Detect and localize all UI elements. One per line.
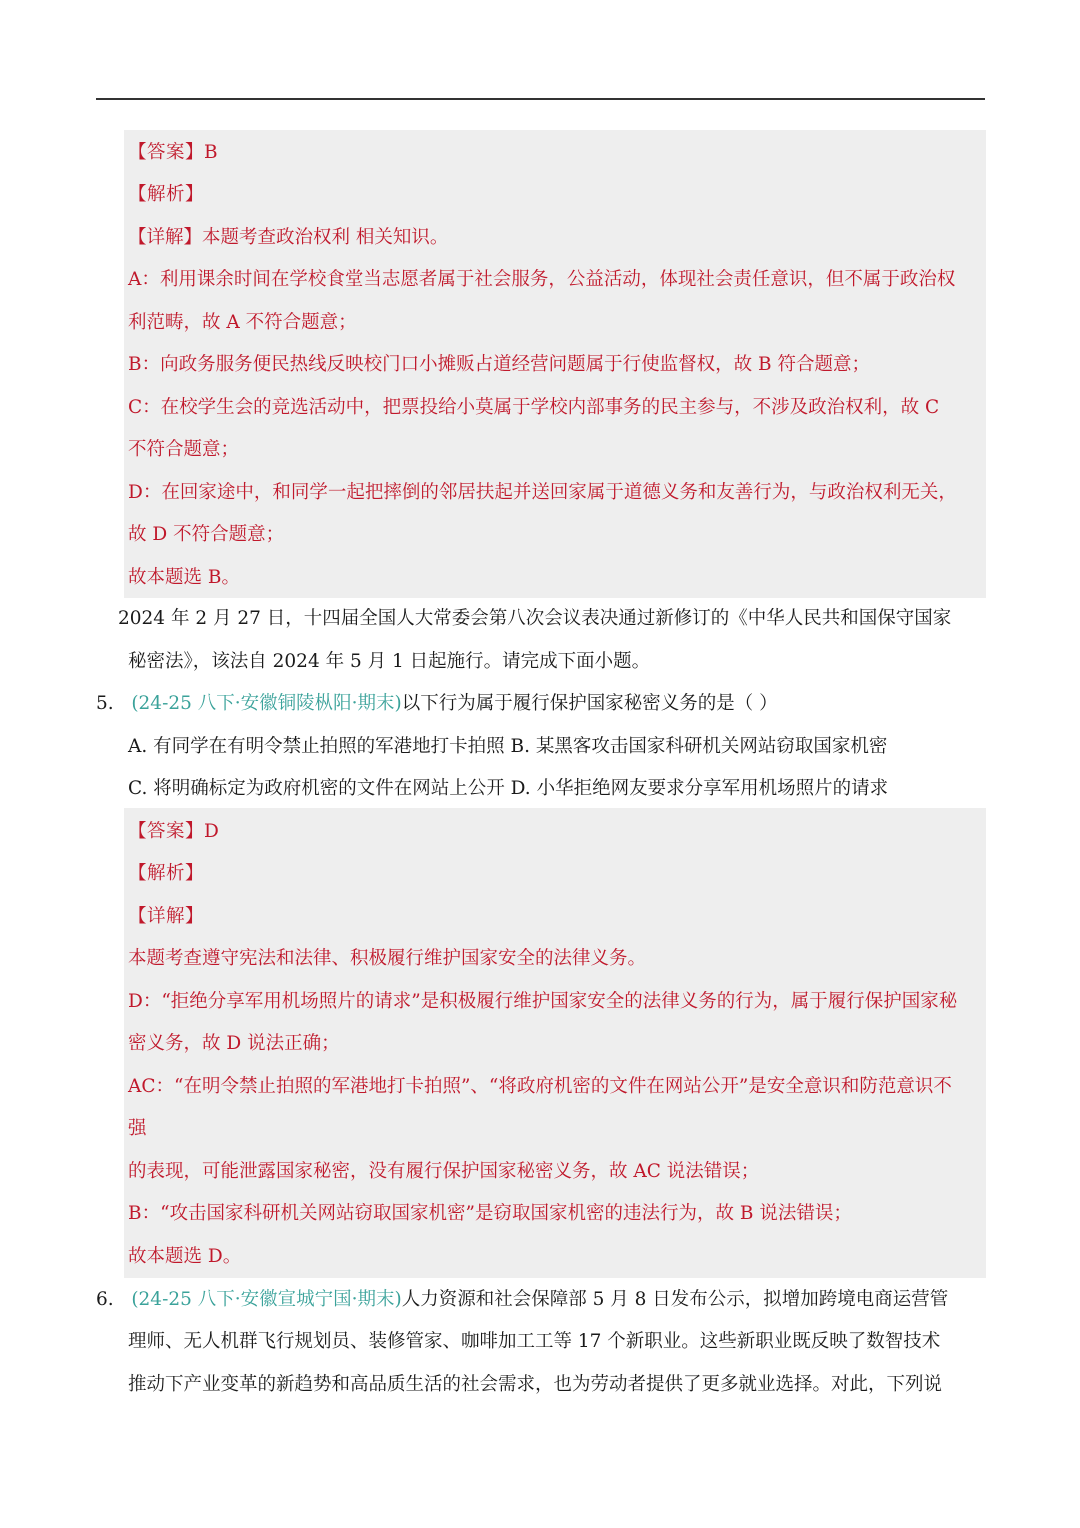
q4-analysis-label: 【解析】: [128, 184, 205, 205]
q5-answer: 【答案】D: [128, 821, 220, 842]
q5-option-ac-line2: 强: [128, 1118, 147, 1139]
q4-option-c-line1: C：在校学生会的竞选活动中，把票投给小莫属于学校内部事务的民主参与，不涉及政治权利，故 C: [128, 397, 940, 418]
q6-stem-line1: [96, 1288, 948, 1312]
q5-detail-label: 【详解】: [128, 906, 205, 927]
header-rule: [96, 98, 985, 100]
q5-option-d-line1: D：“拒绝分享军用机场照片的请求”是积极履行维护国家安全的法律义务的行为，属于履行保护国家秘: [128, 991, 958, 1012]
q5-conclusion: 故本题选 D。: [128, 1246, 242, 1267]
q4-option-a-line2: 利范畴，故 A 不符合题意；: [128, 312, 357, 333]
q4-option-b: B：向政务服务便民热线反映校门口小摊贩占道经营问题属于行使监督权，故 B 符合题意；: [128, 354, 870, 375]
q5-option-b: B：“攻击国家科研机关网站窃取国家机密”是窃取国家机密的违法行为，故 B 说法错误；: [128, 1203, 852, 1224]
q5-option-d-line2: 密义务，故 D 说法正确；: [128, 1033, 340, 1054]
q5-analysis-label: 【解析】: [128, 863, 205, 884]
q5-source-tag: (24-25 八下·安徽铜陵枞阳·期末): [131, 693, 402, 714]
q5-number: 5.: [96, 693, 114, 714]
q5-question: 以下行为属于履行保护国家秘密义务的是（ ）: [401, 693, 778, 714]
q4-answer: 【答案】B: [128, 142, 219, 163]
q5-option-ac-line3: 的表现，可能泄露国家秘密，没有履行保护国家秘密义务，故 AC 说法错误；: [128, 1161, 760, 1182]
q6-number: 6.: [96, 1289, 114, 1310]
q4-option-d-line2: 故 D 不符合题意；: [128, 524, 285, 545]
q4-option-c-line2: 不符合题意；: [128, 439, 240, 460]
q6-text-line1: 人力资源和社会保障部 5 月 8 日发布公示，拟增加跨境电商运营管: [401, 1289, 949, 1310]
q4-option-d-line1: D：在回家途中，和同学一起把摔倒的邻居扶起并送回家属于道德义务和友善行为，与政治权利无关，: [128, 482, 957, 503]
passage-line2: 秘密法》，该法自 2024 年 5 月 1 日起施行。请完成下面小题。: [128, 651, 651, 672]
q5-options-row1: A. 有同学在有明令禁止拍照的军港地打卡拍照 B. 某黑客攻击国家科研机关网站窃取国家机密: [128, 736, 888, 757]
q6-stem-line3: 推动下产业变革的新趋势和高品质生活的社会需求，也为劳动者提供了更多就业选择。对此，下列说: [128, 1374, 943, 1395]
q5-intro: 本题考查遵守宪法和法律、积极履行维护国家安全的法律义务。: [128, 948, 647, 969]
q6-stem-line2: 理师、无人机群飞行规划员、装修管家、咖啡加工工等 17 个新职业。这些新职业既反映了数智技术: [128, 1331, 941, 1352]
q4-detail: 【详解】本题考查政治权利 相关知识。: [128, 227, 449, 248]
passage-line1: 2024 年 2 月 27 日，十四届全国人大常委会第八次会议表决通过新修订的《中华人民共和国保守国家: [118, 608, 952, 629]
q5-options-row2: C. 将明确标定为政府机密的文件在网站上公开 D. 小华拒绝网友要求分享军用机场照片的请求: [128, 778, 889, 799]
q4-option-a-line1: A：利用课余时间在学校食堂当志愿者属于社会服务，公益活动，体现社会责任意识，但不属于政治权: [128, 269, 956, 290]
q4-conclusion: 故本题选 B。: [128, 567, 240, 588]
q6-source-tag: (24-25 八下·安徽宣城宁国·期末): [131, 1289, 402, 1310]
q5-option-ac-line1: AC：“在明令禁止拍照的军港地打卡拍照”、“将政府机密的文件在网站公开”是安全意识和防范意识不: [128, 1076, 952, 1097]
q5-stem: [96, 692, 778, 716]
